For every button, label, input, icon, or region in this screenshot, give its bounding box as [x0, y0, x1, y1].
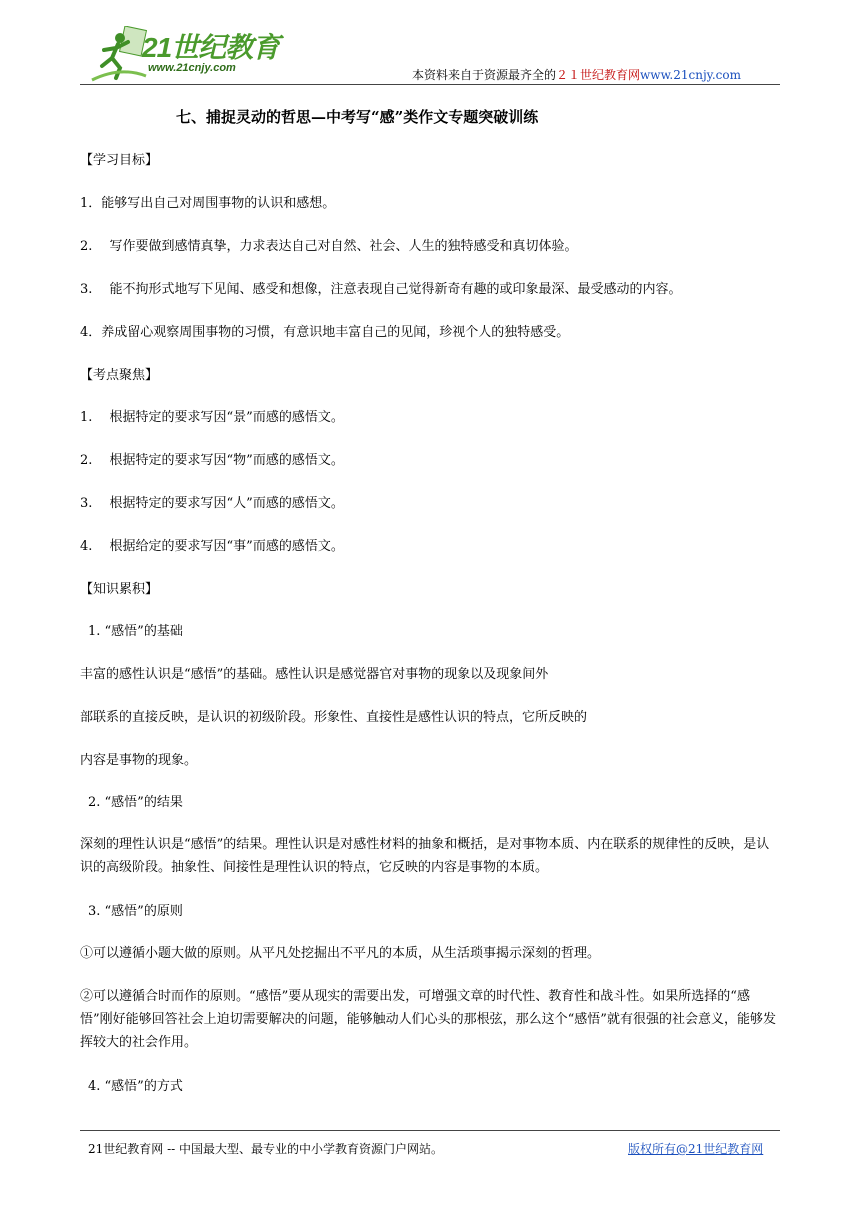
page-title: 七、捕捉灵动的哲思—中考写“感”类作文专题突破训练 — [176, 108, 539, 126]
header-note-prefix: 本资料来自于资源最齐全的 — [412, 68, 557, 82]
paragraph: ①可以遵循小题大做的原则。从平凡处挖掘出不平凡的本质，从生活琐事揭示深刻的哲理。 — [80, 946, 601, 961]
paragraph: 4．养成留心观察周围事物的习惯，有意识地丰富自己的见闻，珍视个人的独特感受。 — [80, 325, 570, 340]
paragraph: 3. 能不拘形式地写下见闻、感受和想像，注意表现自己觉得新奇有趣的或印象最深、最受感动的内容。 — [80, 282, 682, 297]
paragraph: 3. 根据特定的要求写因“人”而感的感悟文。 — [80, 496, 344, 511]
header-note — [412, 66, 741, 83]
section-heading: 【学习目标】 — [80, 153, 159, 168]
footer-text: 21世纪教育网 -- 中国最大型、最专业的中小学教育资源门户网站。 — [88, 1142, 444, 1156]
paragraph: 深刻的理性认识是“感悟”的结果。理性认识是对感性材料的抽象和概括，是对事物本质、内在联系的规律性的反映，是认识的高级阶段。抽象性、间接性是理性认识的特点，它反映的内容是事物的本质。 — [80, 837, 770, 875]
sub-heading: 3. “感悟”的原则 — [88, 904, 183, 919]
paragraph: ②可以遵循合时而作的原则。“感悟”要从现实的需要出发，可增强文章的时代性、教育性和战斗性。如果所选择的“感悟”刚好能够回答社会上迫切需要解决的问题，能够触动人们心头的那根弦，那么这个“感悟”就有很强的社会意义，能够发挥较大的社会作用。 — [80, 989, 776, 1050]
paragraph: 内容是事物的现象。 — [80, 753, 198, 768]
paragraph: 1. 根据特定的要求写因“景”而感的感悟文。 — [80, 410, 344, 425]
paragraph: 部联系的直接反映，是认识的初级阶段。形象性、直接性是感性认识的特点，它所反映的 — [80, 710, 588, 725]
paragraph: 丰富的感性认识是“感悟”的基础。感性认识是感觉器官对事物的现象以及现象间外 — [80, 667, 549, 682]
paragraph: 2. 根据特定的要求写因“物”而感的感悟文。 — [80, 453, 344, 468]
paragraph: 2. 写作要做到感情真挚，力求表达自己对自然、社会、人生的独特感受和真切体验。 — [80, 239, 578, 254]
logo-url: www.21cnjy.com — [148, 62, 236, 74]
sub-heading: 1. “感悟”的基础 — [88, 624, 183, 639]
header-divider — [80, 84, 780, 85]
site-logo — [90, 26, 280, 80]
section-heading: 【考点聚焦】 — [80, 368, 159, 383]
logo-text: 21世纪教育 — [142, 32, 280, 63]
header-note-url[interactable]: www.21cnjy.com — [640, 68, 741, 82]
runner-icon — [90, 26, 148, 82]
section-heading: 【知识累积】 — [80, 582, 159, 597]
copyright-link[interactable]: 版权所有@21世纪教育网 — [628, 1142, 764, 1156]
sub-heading: 2. “感悟”的结果 — [88, 795, 183, 810]
paragraph: 1．能够写出自己对周围事物的认识和感想。 — [80, 196, 336, 211]
paragraph: 4. 根据给定的要求写因“事”而感的感悟文。 — [80, 539, 344, 554]
header-note-site: ２１世纪教育网 — [556, 68, 641, 82]
footer-divider — [80, 1130, 780, 1131]
sub-heading: 4. “感悟”的方式 — [88, 1079, 183, 1094]
